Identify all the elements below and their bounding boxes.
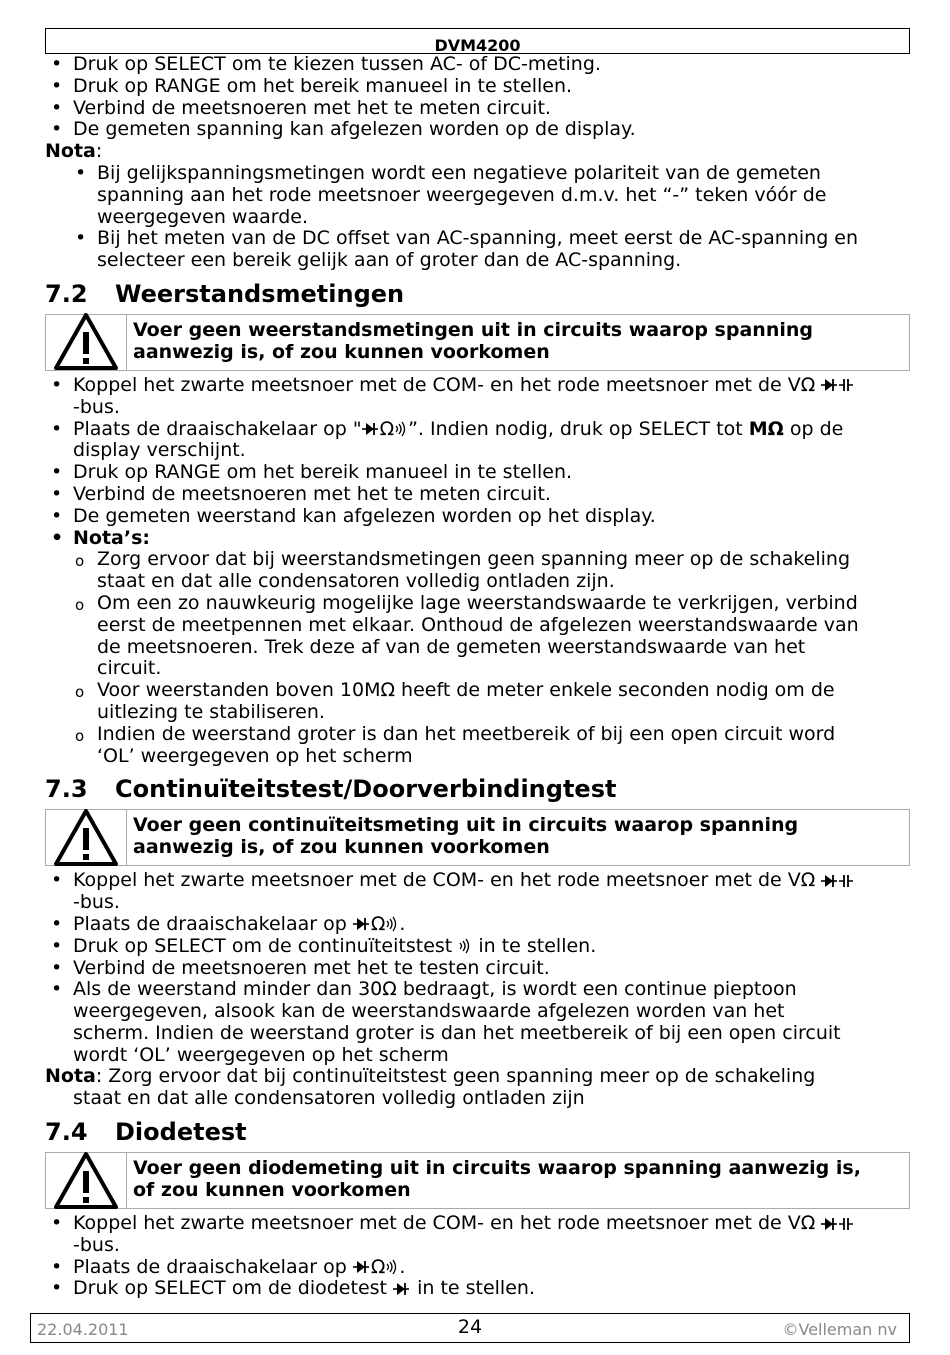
list-item (45, 419, 910, 441)
text: . (399, 1255, 406, 1278)
list-item (45, 375, 910, 397)
warning-text (127, 810, 804, 865)
section-number: 7.2 (45, 279, 88, 308)
text: Plaats de draaischakelaar op (73, 1255, 347, 1278)
text: Koppel het zwarte meetsnoer met de COM- en het rode meetsnoer met de VΩ (73, 869, 816, 892)
capacitor-icon (839, 1216, 853, 1232)
diode-icon (393, 1281, 411, 1297)
sub-continuation: circuit. (97, 657, 162, 680)
diode-icon (821, 873, 839, 889)
section-heading-7-2 (45, 272, 910, 310)
warning-text (127, 315, 819, 370)
text: Koppel het zwarte meetsnoer met de COM- en het rode meetsnoer met de VΩ (73, 1212, 816, 1235)
section-heading-7-3 (45, 767, 910, 805)
section-title: Weerstandsmetingen (115, 279, 405, 308)
list-continuation: weergegeven, alsook kan de weerstandswaarde afgelezen worden van het (73, 1000, 785, 1023)
warning-box (45, 809, 910, 866)
section-title: Continuïteitstest/Doorverbindingtest (115, 775, 617, 804)
text: Druk op SELECT om de diodetest (73, 1277, 387, 1300)
warning-line: Voer geen continuïteitsmeting uit in circuits waarop spanning (133, 814, 799, 837)
nota-label: Nota (45, 140, 96, 163)
diode-icon (821, 377, 839, 393)
section-heading-7-4 (45, 1110, 910, 1148)
diode-icon (362, 421, 380, 437)
nota-colon: : (95, 140, 103, 163)
sub-continuation: eerst de meetpennen met elkaar. Onthoud de afgelezen weerstandswaarde van (97, 613, 859, 636)
note-item: • Bij het meten van de DC offset van AC-spanning, meet eerst de AC-spanning en (45, 228, 910, 250)
header-title: DVM4200 (434, 36, 521, 54)
list-continuation: scherm. Indien de weerstand groter is dan het meetbereik of bij een open circuit (73, 1021, 841, 1044)
text: in te stellen. (478, 934, 597, 957)
page-header (45, 28, 910, 54)
sub-continuation: de meetsnoeren. Trek deze af van de gemeten weerstandswaarde van het (97, 635, 806, 658)
section-title: Diodetest (115, 1118, 247, 1147)
warning-line: Voer geen diodemeting uit in circuits waarop spanning aanwezig is, (133, 1157, 861, 1180)
list-item (45, 1257, 910, 1279)
text: Plaats de draaischakelaar op " (73, 417, 362, 440)
list-item: • Druk op RANGE om het bereik manueel in te stellen. (45, 76, 910, 98)
ohm-symbol: Ω (379, 417, 395, 440)
buzzer-icon (385, 916, 399, 932)
warning-box (45, 1152, 910, 1209)
section-number: 7.3 (45, 775, 88, 804)
diode-icon (353, 916, 371, 932)
list-item (45, 914, 910, 936)
nota-continuation: staat en dat alle condensatoren volledig ontladen zijn (73, 1087, 585, 1110)
nota-heading (45, 141, 910, 163)
sub-item: o Zorg ervoor dat bij weerstandsmetingen geen spanning meer op de schakeling (45, 549, 910, 571)
list-item: • Druk op RANGE om het bereik manueel in te stellen. (45, 462, 910, 484)
text: Koppel het zwarte meetsnoer met de COM- en het rode meetsnoer met de VΩ (73, 373, 816, 396)
list-item (45, 1278, 910, 1300)
list-item: • De gemeten weerstand kan afgelezen worden op het display. (45, 506, 910, 528)
list-continuation: display verschijnt. (73, 439, 246, 462)
text: op de (789, 417, 844, 440)
sub-continuation: staat en dat alle condensatoren volledig ontladen zijn. (97, 570, 615, 593)
list-item: • Verbind de meetsnoeren met het te testen circuit. (45, 958, 910, 980)
warning-triangle-icon (46, 810, 127, 865)
mohm-label: MΩ (748, 417, 784, 440)
notas-heading: • Nota’s: (45, 528, 910, 550)
note-continuation: selecteer een bereik gelijk aan of groter dan de AC-spanning. (97, 249, 682, 272)
sub-item: o Indien de weerstand groter is dan het meetbereik of bij een open circuit word (45, 724, 910, 746)
footer-date: 22.04.2011 (37, 1320, 129, 1339)
buzzer-icon (385, 1259, 399, 1275)
note-continuation: weergegeven waarde. (97, 205, 309, 228)
warning-triangle-icon (46, 1153, 127, 1208)
diode-icon (821, 1216, 839, 1232)
warning-triangle-icon (46, 315, 127, 370)
text: in te stellen. (417, 1277, 535, 1300)
warning-box (45, 314, 910, 371)
footer-copyright: ©Velleman nv (782, 1320, 897, 1339)
capacitor-icon (839, 377, 853, 393)
section-number: 7.4 (45, 1118, 88, 1147)
text: Plaats de draaischakelaar op (73, 912, 347, 935)
text: . (399, 912, 406, 935)
list-continuation: -bus. (73, 395, 120, 418)
sub-item: o Voor weerstanden boven 10MΩ heeft de meter enkele seconden nodig om de (45, 680, 910, 702)
list-item (45, 870, 910, 892)
list-item: • Druk op SELECT om te kiezen tussen AC- of DC-meting. (45, 54, 910, 76)
list-item: • Als de weerstand minder dan 30Ω bedraagt, is wordt een continue pieptoon (45, 979, 910, 1001)
ohm-symbol: Ω (370, 1255, 386, 1278)
list-item: • De gemeten spanning kan afgelezen worden op de display. (45, 119, 910, 141)
nota-text: : Zorg ervoor dat bij continuïteitstest geen spanning meer op de schakeling (95, 1065, 816, 1088)
warning-line: Voer geen weerstandsmetingen uit in circuits waarop spanning (133, 318, 813, 341)
document-page (45, 28, 910, 1300)
sub-item: o Om een zo nauwkeurig mogelijke lage weerstandswaarde te verkrijgen, verbind (45, 593, 910, 615)
sub-continuation: uitlezing te stabiliseren. (97, 700, 325, 723)
sub-continuation: ‘OL’ weergegeven op het scherm (97, 744, 413, 767)
list-item: • Verbind de meetsnoeren met het te meten circuit. (45, 98, 910, 120)
nota-line (45, 1066, 910, 1088)
warning-text (127, 1153, 867, 1208)
diode-icon (353, 1259, 371, 1275)
list-continuation: wordt ‘OL’ weergegeven op het scherm (73, 1043, 449, 1066)
buzzer-icon (394, 421, 408, 437)
buzzer-icon (458, 938, 472, 954)
nota-label: Nota (45, 1065, 96, 1088)
note-continuation: spanning aan het rode meetsnoer weergegeven d.m.v. het “-” teken vóór de (97, 183, 827, 206)
list-continuation: -bus. (73, 891, 120, 914)
list-continuation: -bus. (73, 1233, 120, 1256)
warning-line: aanwezig is, of zou kunnen voorkomen (133, 836, 550, 859)
text: ”. Indien nodig, druk op SELECT tot (408, 417, 743, 440)
list-item: • Verbind de meetsnoeren met het te meten circuit. (45, 484, 910, 506)
list-item (45, 1213, 910, 1235)
list-item (45, 936, 910, 958)
ohm-symbol: Ω (370, 912, 386, 935)
note-item: • Bij gelijkspanningsmetingen wordt een negatieve polariteit van de gemeten (45, 163, 910, 185)
capacitor-icon (839, 873, 853, 889)
page-number: 24 (457, 1316, 483, 1338)
warning-line: of zou kunnen voorkomen (133, 1179, 411, 1202)
warning-line: aanwezig is, of zou kunnen voorkomen (133, 340, 550, 363)
text: Druk op SELECT om de continuïteitstest (73, 934, 453, 957)
page-footer (30, 1313, 910, 1343)
